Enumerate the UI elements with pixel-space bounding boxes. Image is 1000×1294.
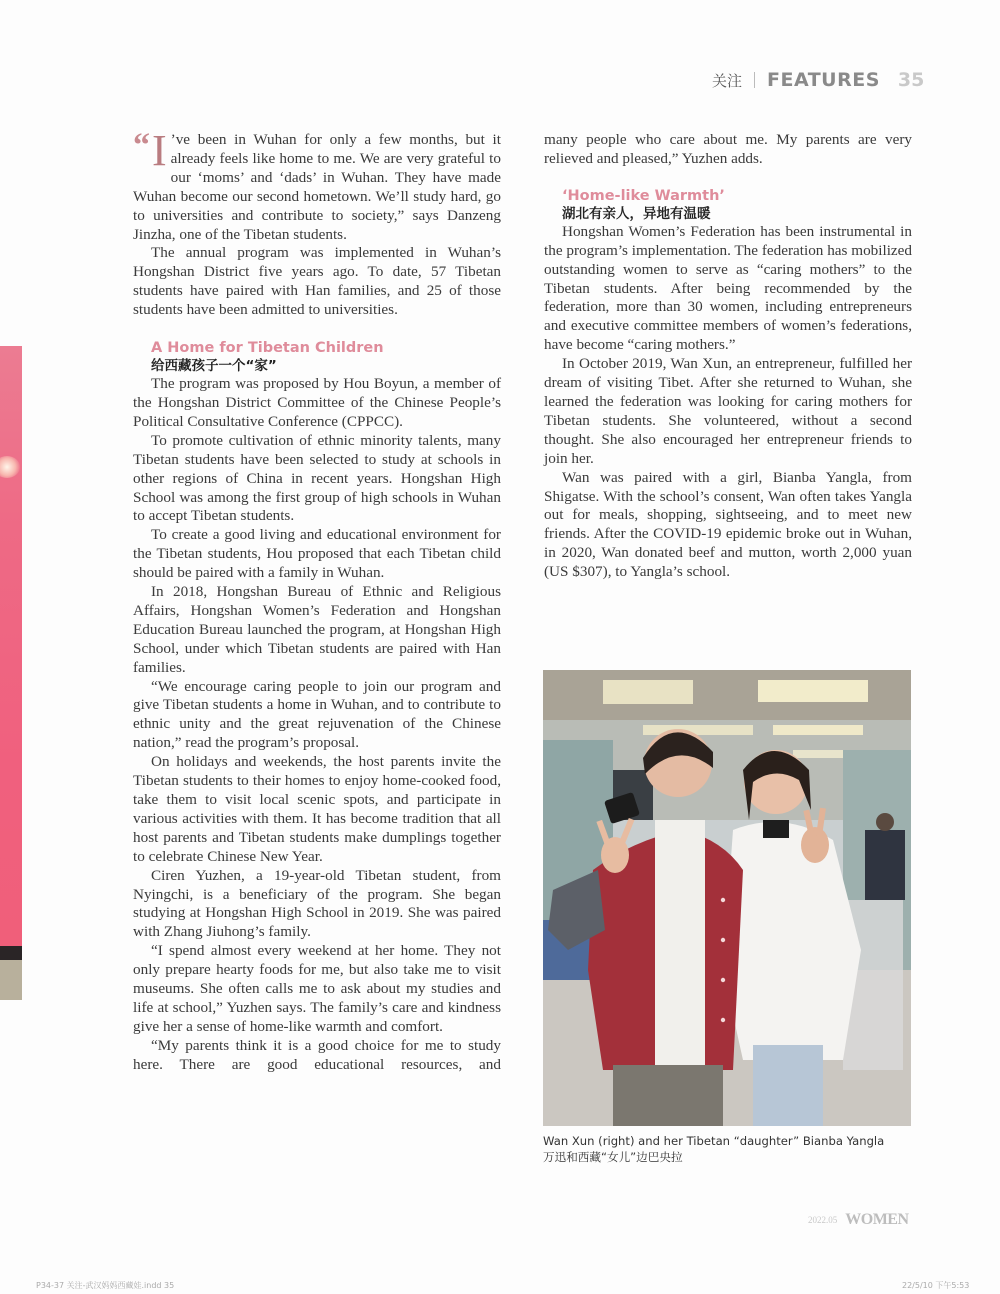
decorative-quote-mark: “ — [133, 127, 150, 164]
body-paragraph: In 2018, Hongshan Bureau of Ethnic and Religious Affairs, Hongshan Women’s Federation and Hongshan Education Bureau launched the program, at Hongshan High School, under which Tibetan students are paired with Han families. — [133, 583, 501, 676]
body-paragraph: In October 2019, Wan Xun, an entrepreneur, fulfilled her dream of visiting Tibet. After she returned to Wuhan, she learned the federation was looking for caring mothers for Tibetan students. She volunteered, without a second thought. She also encouraged her entrepreneur friends to join her. — [544, 355, 912, 467]
section-heading-en: A Home for Tibetan Children — [151, 340, 384, 357]
body-paragraph: The program was proposed by Hou Boyun, a member of the Hongshan District Committee of the Chinese People’s Political Consultative Conference (CPPCC). — [133, 375, 501, 430]
footer-brand — [808, 1211, 909, 1229]
body-paragraph: Hongshan Women’s Federation has been instrumental in the program’s implementation. The federation has mobilized outstanding women to serve as “caring mothers” to the Tibetan students. After being recommended by the federation, more than 30 women, including entrepreneurs and executive committee members of women’s federations, have become “caring mothers.” — [544, 222, 912, 354]
caption-cn: 万迅和西藏“女儿”边巴央拉 — [543, 1150, 683, 1164]
continued-paragraph: many people who care about me. My parents are very relieved and pleased,” Yuzhen adds. — [544, 131, 912, 167]
header-divider — [754, 72, 755, 88]
body-paragraph: Wan was paired with a girl, Bianba Yangla, from Shigatse. With the school’s consent, Wan often takes Yangla out for meals, shopping, sightseeing, and to meet new friends. After the COVID-19 epidemic broke out in Wuhan, in 2020, Wan donated beef and mutton, worth 2,000 yuan (US $307), to Yangla’s school. — [544, 468, 912, 581]
caption-en: Wan Xun (right) and her Tibetan “daughter” Bianba Yangla — [543, 1134, 885, 1148]
body-paragraph: Ciren Yuzhen, a 19-year-old Tibetan student, from Nyingchi, is a beneficiary of the program. She began studying at Hongshan High School in 2019. She was paired with Zhang Jiuhong’s family. — [133, 866, 501, 941]
body-paragraph: “I spend almost every weekend at her home. They not only prepare hearty foods for me, but also take me to visit museums. She often calls me to ask about my studies and life at school,” Yuzhen says. The family’s care and kindness give her a sense of home-like warmth and comfort. — [133, 942, 501, 1035]
body-paragraph: “My parents think it is a good choice for me to study here. There are good educational resources, and — [133, 1036, 501, 1073]
intro-text: ’ve been in Wuhan for only a few months, but it already feels like home to me. We are very grateful to our ‘moms’ and ‘dads’ in Wuhan. They have made Wuhan become our second hometown. We’ll study hard, go to universities and contribute to society,” says Danzeng Jinzha, one of the Tibetan students. — [133, 131, 501, 243]
section-heading-cn: 湖北有亲人，异地有温暖 — [562, 205, 711, 222]
left-column — [133, 126, 501, 1075]
light-glow — [0, 456, 20, 478]
print-slug-timestamp: 22/5/10 下午5:53 — [902, 1281, 970, 1290]
body-paragraph: The annual program was implemented in Wuhan’s Hongshan District five years ago. To date, 57 Tibetan students have paired with Han families, and 25 of those students have been admitted to universities. — [133, 244, 501, 319]
body-paragraph: To promote cultivation of ethnic minority talents, many Tibetan students have been selected to study at schools in other regions of China in recent years. Hongshan High School was among the first group of high schools in Wuhan to accept Tibetan students. — [133, 431, 501, 525]
section-heading — [544, 187, 912, 223]
facing-page-image-edge — [0, 346, 22, 946]
facing-page-edge-dark — [0, 946, 22, 960]
body-paragraph: On holidays and weekends, the host parents invite the Tibetan students to their homes to enjoy home-cooked food, take them to visit local scenic spots, and participate in various activities with them. It has become tradition that all host parents and Tibetan students make dumplings together to celebrate Chinese New Year. — [133, 753, 501, 865]
body-paragraph: “We encourage caring people to join our program and give Tibetan students a home in Wuhan, and to contribute to ethnic unity and the great rejuvenation of the Chinese nation,” read the program’s proposal. — [133, 677, 501, 752]
section-heading — [133, 339, 501, 375]
section-label-en: FEATURES — [767, 69, 880, 91]
section-heading-cn: 给西藏孩子一个“家” — [151, 358, 277, 375]
article-photo — [543, 670, 911, 1126]
body-paragraph: To create a good living and educational environment for the Tibetan students, Hou proposed that each Tibetan child should be paired with a family in Wuhan. — [133, 526, 501, 582]
dropcap-letter: I — [152, 126, 167, 175]
issue-date: 2022.05 — [808, 1215, 838, 1225]
photo-illustration — [543, 670, 911, 1126]
section-label-cn: 关注 — [712, 71, 743, 90]
print-slug-file: P34-37 关注-武汉妈妈西藏娃.indd 35 — [36, 1281, 175, 1290]
magazine-logo: WOMEN — [845, 1211, 909, 1228]
photo-caption — [543, 1133, 923, 1165]
section-heading-en: ‘Home-like Warmth’ — [562, 187, 725, 204]
facing-page-edge-floor — [0, 960, 22, 1000]
intro-quote-paragraph — [133, 126, 501, 244]
page-number: 35 — [897, 69, 925, 91]
right-column — [544, 131, 912, 582]
running-header — [712, 66, 924, 94]
